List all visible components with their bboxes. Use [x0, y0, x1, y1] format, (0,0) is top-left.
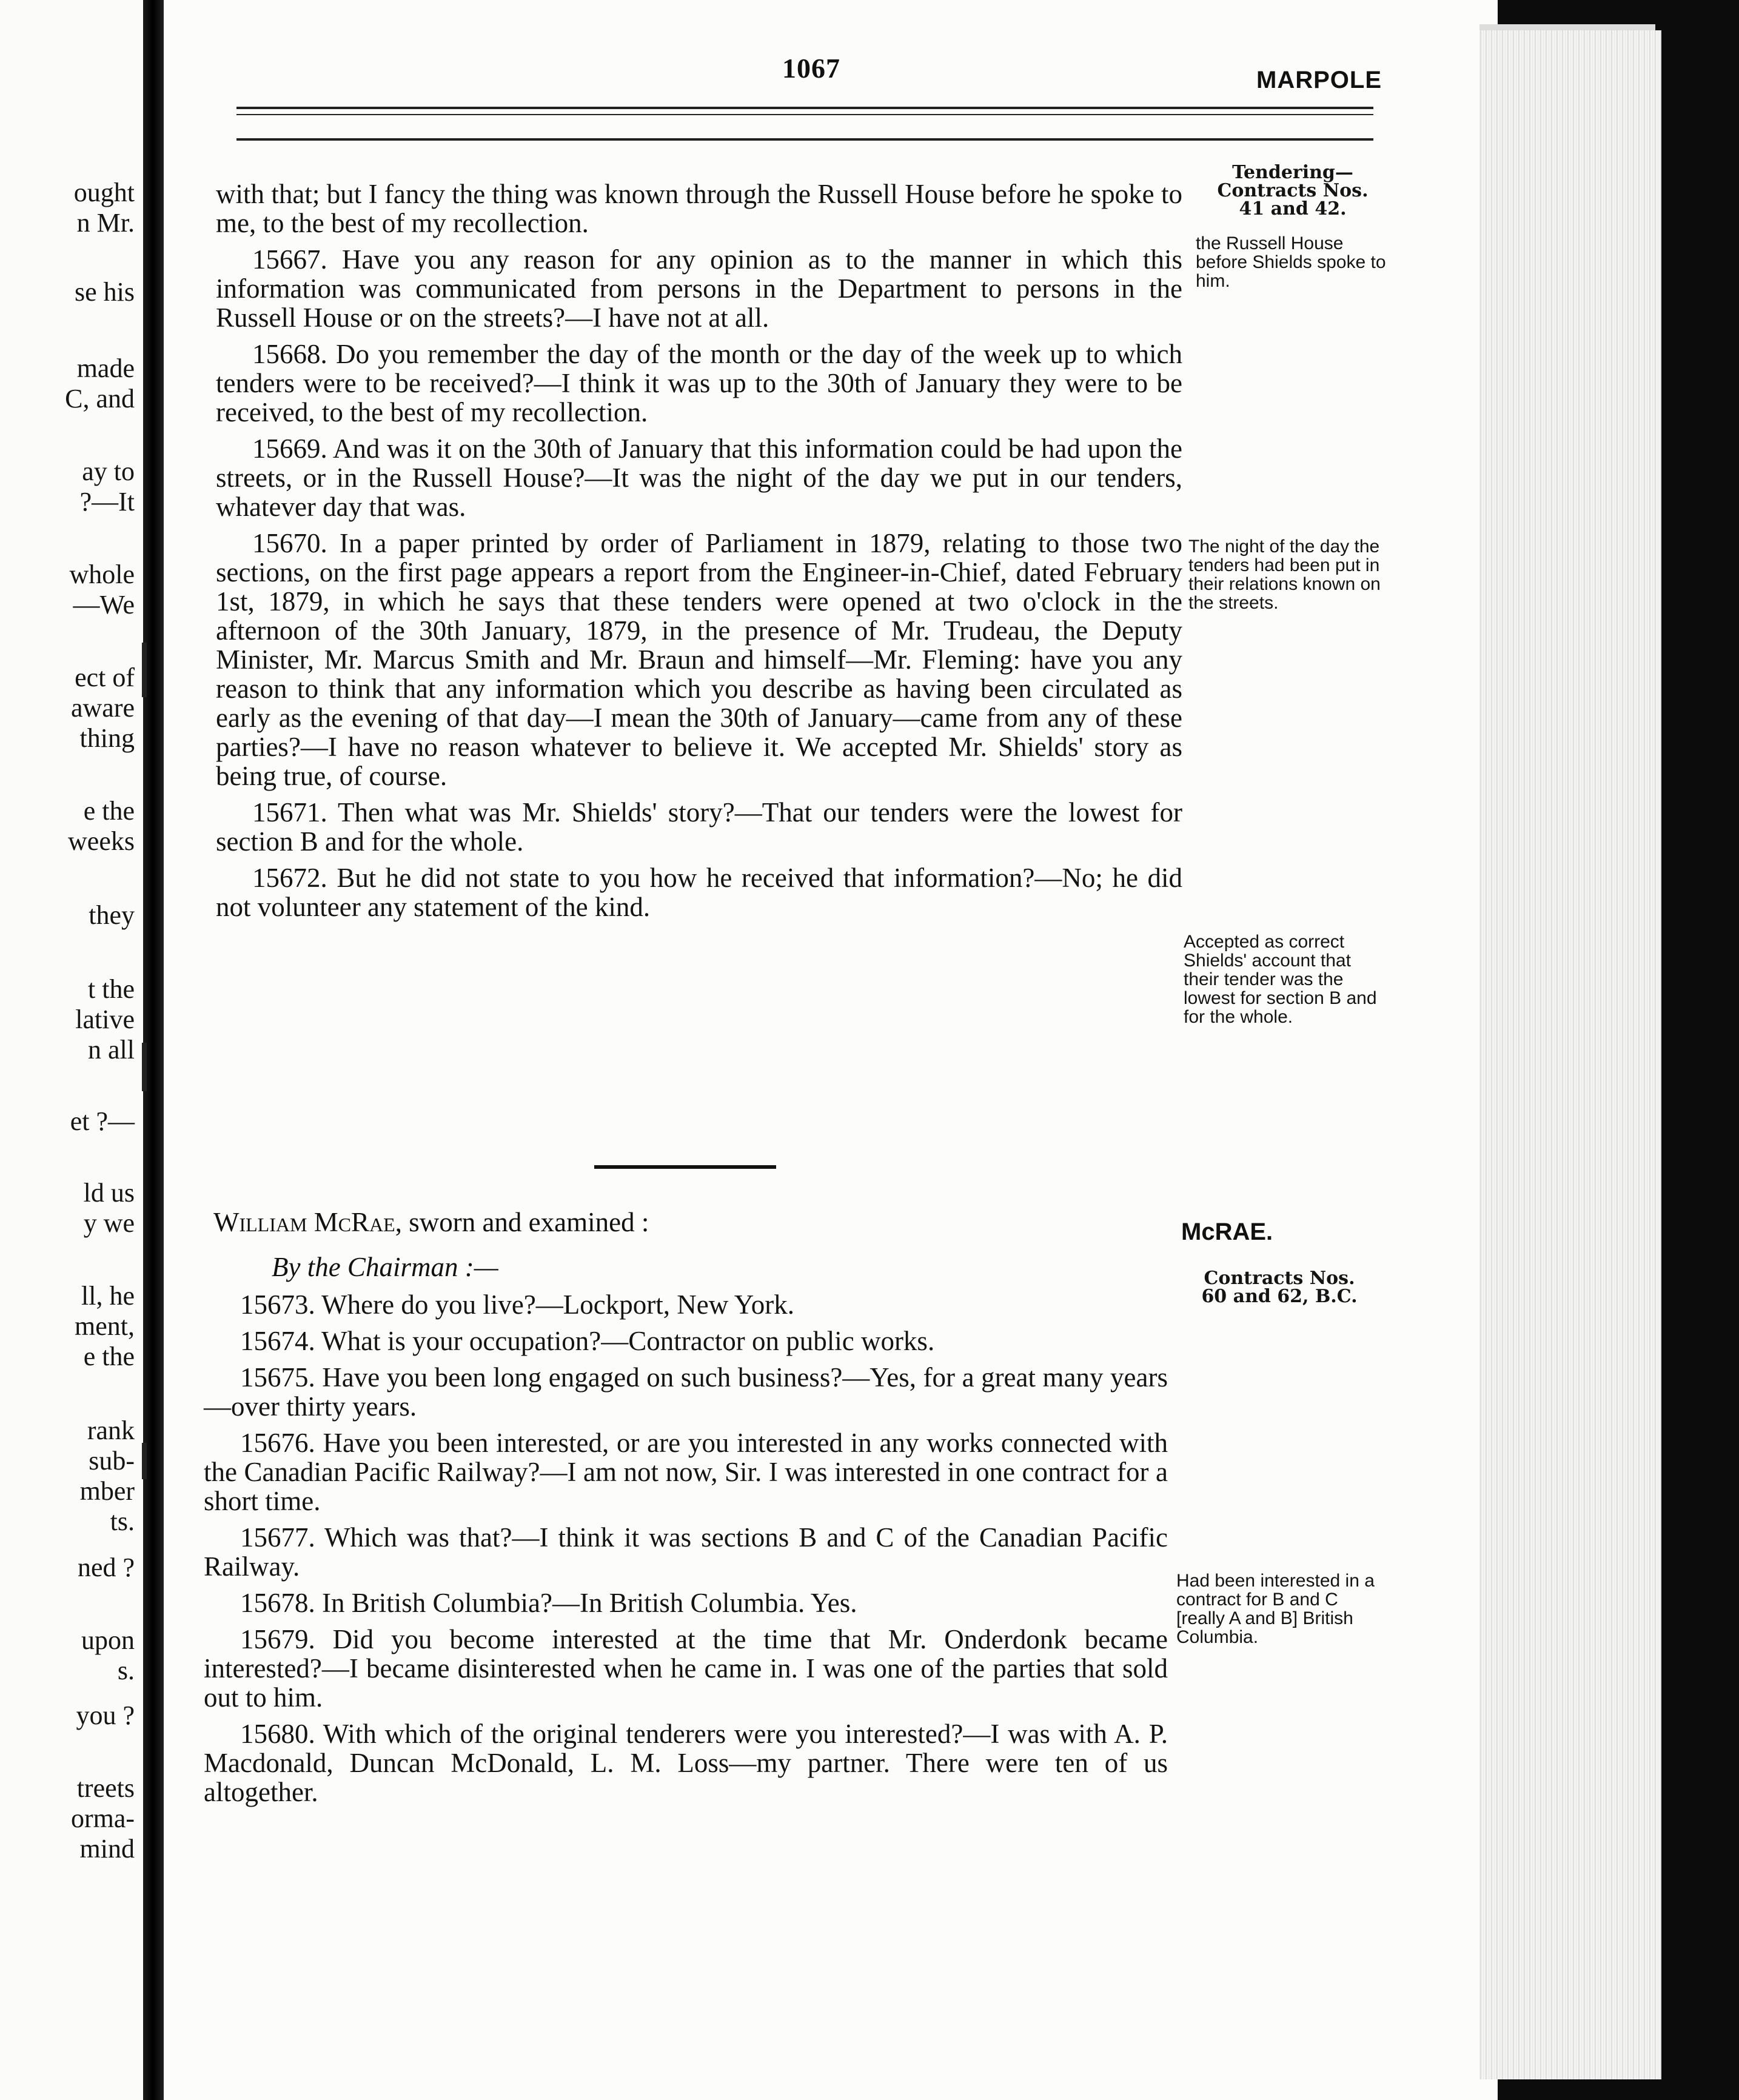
margin-note-accepted-story: Accepted as correct Shields' account that their tender was the lowest for section B and for the whole.: [1184, 932, 1377, 1027]
page-number: 1067: [782, 53, 840, 84]
margin-note-interested-bc: Had been interested in a contract for B and C [really A and B] British Columbia.: [1176, 1571, 1375, 1647]
testimony-paragraph: 15669. And was it on the 30th of January that this information could be had upon the streets, or in the Russell House?—It was the night of the day we put in our tenders, whatever day that was.: [216, 433, 1182, 522]
left-page-line: et ?—: [70, 1106, 135, 1136]
left-facing-page: [0, 0, 143, 2100]
testimony-paragraph: 15676. Have you been interested, or are you interested in any works connected with the Canadian Pacific Railway?—I am not now, Sir. I was interested in one contract for a short time.: [204, 1428, 1168, 1516]
testimony-paragraph: 15674. What is your occupation?—Contractor on public works.: [240, 1326, 935, 1356]
section-divider: [594, 1165, 776, 1169]
left-page-line: you ?: [76, 1700, 135, 1730]
testimony-paragraph: 15680. With which of the original tenderers were you interested?—I was with A. P. Macdonald, Duncan McDonald, L. M. Loss—my partner. There were ten of us altogether.: [204, 1719, 1168, 1807]
left-page-line: ought: [73, 178, 135, 207]
left-page-line: mber: [79, 1476, 135, 1506]
testimony-paragraph: 15671. Then what was Mr. Shields' story?—That our tenders were the lowest for section B and for the whole.: [216, 797, 1182, 857]
left-page-line: e the: [83, 796, 135, 826]
testimony-paragraph: 15672. But he did not state to you how he received that information?—No; he did not volunteer any statement of the kind.: [216, 863, 1182, 922]
left-page-line: aware: [70, 693, 135, 723]
left-page-line: ll, he: [81, 1281, 135, 1311]
testimony-paragraph: 15679. Did you become interested at the time that Mr. Onderdonk became interested?—I became disinterested when he came in. I was one of the parties that sold out to him.: [204, 1624, 1168, 1713]
testimony-paragraph: 15668. Do you remember the day of the month or the day of the week up to which tenders were to be received?—I think it was up to the 30th of January they were to be received, to the best of my recollection.: [216, 339, 1182, 427]
testimony-paragraph: 15667. Have you any reason for any opinion as to the manner in which this information was communicated from persons in the Department to persons in the Russell House or on the streets?—I have not at all.: [216, 244, 1182, 333]
section-1-text: [216, 179, 1182, 929]
left-page-line: sub-: [89, 1446, 135, 1476]
witness-suffix: , sworn and examined :: [395, 1207, 649, 1237]
running-head: MARPOLE: [1256, 67, 1382, 93]
left-page-line: e the: [83, 1342, 135, 1371]
testimony-paragraph: 15670. In a paper printed by order of Parliament in 1879, relating to those two sections, on the first page appears a report from the Engineer-in-Chief, dated February 1st, 1879, in which he says that these tenders were opened at two o'clock in the afternoon of the 30th January, 1879, in the presence of Mr. Trudeau, the Deputy Minister, Mr. Marcus Smith and Mr. Braun and himself—Mr. Fleming: have you any reason to think that any information which you describe as having been circulated as early as the evening of that day—I mean the 30th of January—came from any of these parties?—I have no reason whatever to believe it. We accepted Mr. Shields' story as being true, of course.: [216, 528, 1182, 791]
left-page-line: ts.: [110, 1506, 135, 1536]
left-page-line: n all: [88, 1035, 135, 1065]
left-page-line: t the: [88, 974, 135, 1004]
left-page-line: C, and: [65, 384, 135, 413]
left-page-line: they: [89, 900, 135, 930]
left-page-line: ld us: [83, 1178, 135, 1208]
left-page-line: whole: [69, 560, 135, 589]
margin-head-contracts: Contracts Nos. 60 and 62, B.C.: [1201, 1268, 1358, 1307]
left-page-line: weeks: [68, 826, 135, 856]
testimony-paragraph: with that; but I fancy the thing was known through the Russell House before he spoke to me, to the best of my recollection.: [216, 179, 1182, 238]
testimony-paragraph: 15677. Which was that?—I think it was sections B and C of the Canadian Pacific Railway.: [204, 1522, 1168, 1582]
binding-mark: [142, 1043, 147, 1091]
header-rule-bottom: [236, 138, 1373, 141]
left-page-line: made: [76, 353, 135, 383]
header-rule-mid: [236, 114, 1373, 115]
testimony-paragraph: 15675. Have you been long engaged on such business?—Yes, for a great many years—over thirty years.: [204, 1362, 1168, 1422]
left-page-line: thing: [79, 723, 135, 753]
left-page-line: ment,: [75, 1311, 135, 1341]
by-the-chairman: By the Chairman :—: [272, 1252, 498, 1282]
page-edges-stack: [1479, 30, 1661, 2079]
margin-head-tendering: Tendering— Contracts Nos. 41 and 42.: [1217, 162, 1369, 219]
margin-note-russell-house: the Russell House before Shields spoke to him.: [1196, 233, 1386, 291]
left-page-line: lative: [75, 1005, 135, 1034]
left-page-line: upon: [81, 1625, 135, 1655]
binding-mark: [142, 643, 147, 697]
left-page-line: ect of: [75, 663, 135, 692]
left-page-line: rank: [87, 1416, 135, 1445]
left-page-line: —We: [73, 590, 135, 620]
margin-witness-name: McRAE.: [1181, 1219, 1273, 1245]
left-page-line: treets: [76, 1773, 135, 1803]
testimony-paragraph: 15673. Where do you live?—Lockport, New York.: [240, 1289, 795, 1320]
left-page-line: s.: [117, 1656, 135, 1685]
left-page-line: orma-: [70, 1804, 135, 1833]
binding-mark: [142, 1443, 147, 1479]
section-2-text: [204, 1290, 1168, 1814]
witness-name: William McRae: [213, 1207, 395, 1237]
header-rule-top: [236, 107, 1373, 109]
left-page-line: n Mr.: [76, 208, 135, 238]
left-page-line: ned ?: [77, 1553, 135, 1582]
left-page-line: ay to: [82, 456, 135, 486]
left-page-line: y we: [83, 1208, 135, 1238]
margin-note-night-of-tenders: The night of the day the tenders had been put in their relations known on the streets.: [1188, 537, 1381, 613]
left-page-line: mind: [79, 1834, 135, 1864]
witness-heading: [213, 1206, 649, 1238]
left-page-line: ?—It: [79, 487, 135, 517]
left-page-line: se his: [75, 277, 135, 307]
testimony-paragraph: 15678. In British Columbia?—In British Columbia. Yes.: [240, 1588, 857, 1618]
